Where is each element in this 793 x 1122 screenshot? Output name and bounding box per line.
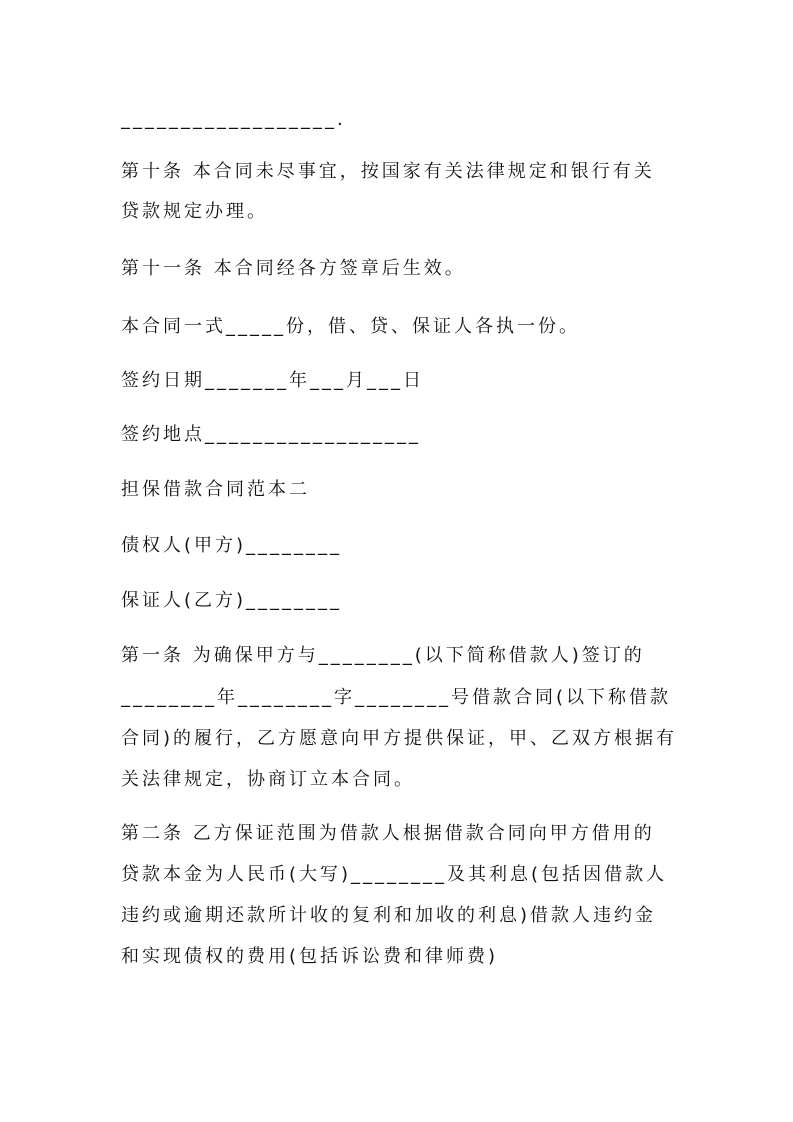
text-line-article-1-cont-3: 关法律规定，协商订立本合同。	[121, 769, 415, 790]
text-line-article-2-cont-3: 和实现债权的费用(包括诉讼费和律师费)	[121, 946, 499, 967]
text-line-creditor: 债权人(甲方)________	[121, 535, 343, 556]
text-line-article-11: 第十一条 本合同经各方签章后生效。	[121, 258, 466, 279]
section-title: 担保借款合同范本二	[121, 479, 310, 500]
text-line-article-10: 第十条 本合同未尽事宜，按国家有关法律规定和银行有关	[121, 161, 655, 182]
text-line-article-10-cont: 贷款规定办理。	[121, 201, 268, 222]
text-line-article-1-cont-1: ________年________字________号借款合同(以下称借款	[121, 687, 672, 708]
text-line-blank-fill: __________________.	[121, 109, 346, 130]
text-line-sign-place: 签约地点__________________	[121, 424, 421, 445]
text-line-article-1-cont-2: 合同)的履行，乙方愿意向甲方提供保证，甲、乙双方根据有	[121, 728, 678, 749]
text-line-article-1: 第一条 为确保甲方与________(以下简称借款人)签订的	[121, 645, 645, 666]
text-line-guarantor: 保证人(乙方)________	[121, 590, 343, 611]
text-line-copies: 本合同一式_____份，借、贷、保证人各执一份。	[121, 316, 580, 337]
text-line-article-2-cont-2: 违约或逾期还款所计收的复利和加收的利息)借款人违约金	[121, 905, 657, 926]
text-line-sign-date: 签约日期_______年___月___日	[121, 370, 424, 391]
text-line-article-2-cont-1: 贷款本金为人民币(大写)________及其利息(包括因借款人	[121, 864, 668, 885]
text-line-article-2: 第二条 乙方保证范围为借款人根据借款合同向甲方借用的	[121, 823, 655, 844]
